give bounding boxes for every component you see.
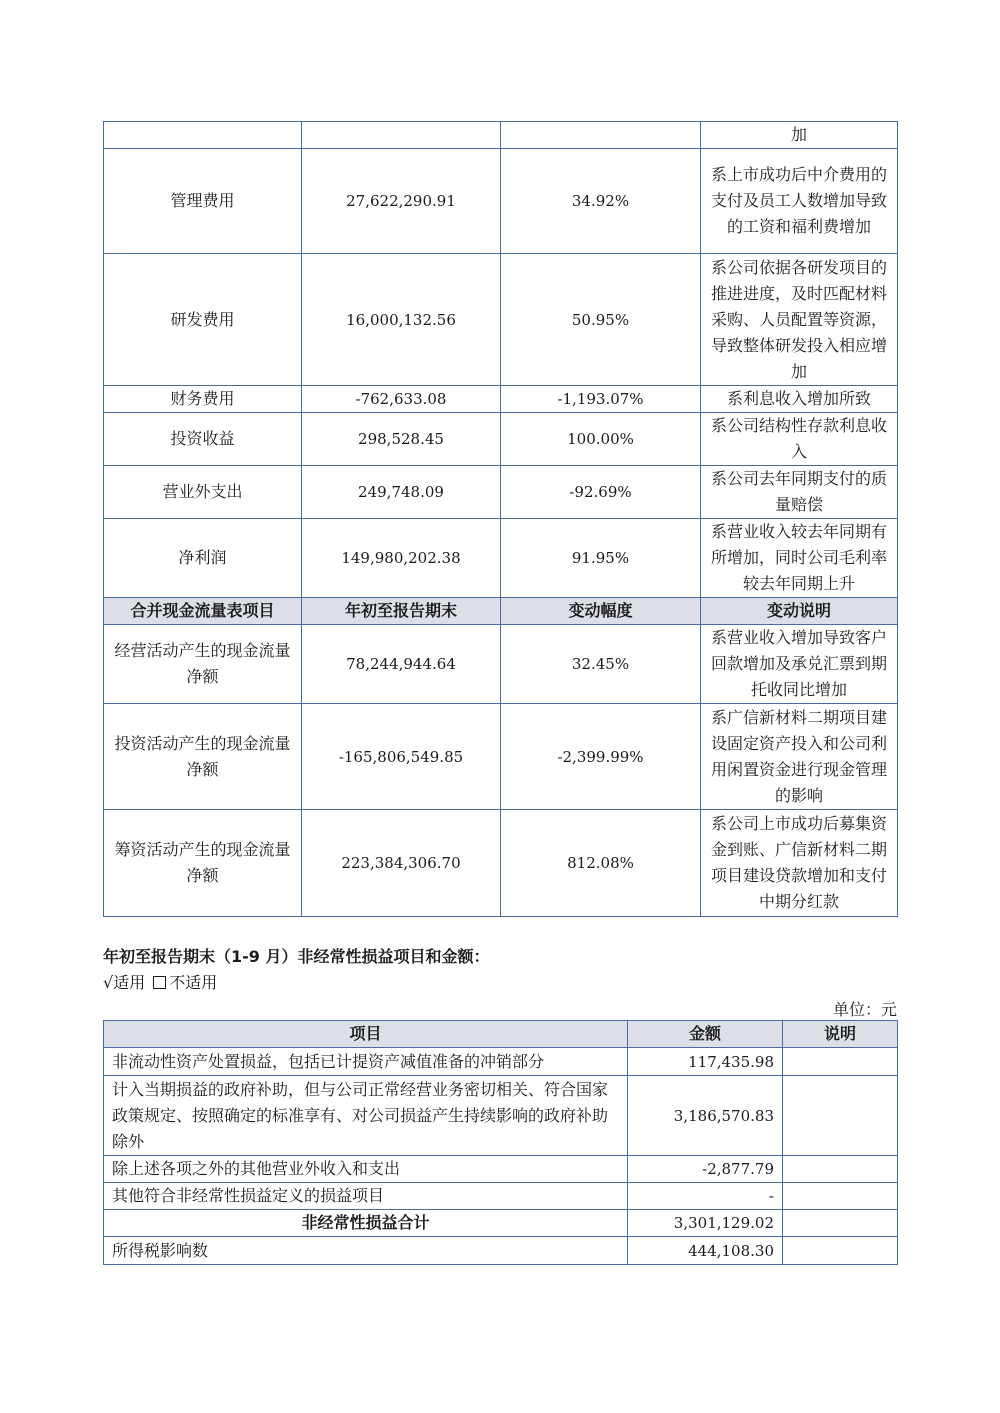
value-cell: 149,980,202.38 [302,519,501,598]
note-cell: 系利息收入增加所致 [701,386,898,413]
item-cell: 非经常性损益合计 [104,1210,628,1237]
note-cell: 加 [701,122,898,149]
table-row [104,1048,898,1076]
note-cell: 系营业收入增加导致客户回款增加及承兑汇票到期托收同比增加 [701,625,898,704]
table-row [104,1237,898,1265]
value-cell: 223,384,306.70 [302,810,501,917]
note-cell [783,1076,898,1156]
header-note: 说明 [783,1021,898,1048]
table-row [104,704,898,810]
note-cell: 系广信新材料二期项目建设固定资产投入和公司利用闲置资金进行现金管理的影响 [701,704,898,810]
item-cell: 筹资活动产生的现金流量净额 [104,810,302,917]
item-cell: 其他符合非经常性损益定义的损益项目 [104,1183,628,1210]
table-row [104,1076,898,1156]
change-cell: -92.69% [501,466,701,519]
item-cell: 净利润 [104,519,302,598]
value-cell: 27,622,290.91 [302,149,501,254]
note-cell [783,1048,898,1076]
table-row [104,810,898,917]
table-row [104,1183,898,1210]
item-cell: 非流动性资产处置损益，包括已计提资产减值准备的冲销部分 [104,1048,628,1076]
note-cell [783,1210,898,1237]
header-item: 合并现金流量表项目 [104,598,302,625]
header-note: 变动说明 [701,598,898,625]
note-cell [783,1156,898,1183]
note-cell: 系上市成功后中介费用的支付及员工人数增加导致的工资和福利费增加 [701,149,898,254]
table-header-row [104,1021,898,1048]
non-recurring-gains-table [103,1020,898,1265]
amount-cell: 3,186,570.83 [628,1076,783,1156]
item-cell: 所得税影响数 [104,1237,628,1265]
item-cell: 财务费用 [104,386,302,413]
table-row [104,466,898,519]
item-cell: 投资活动产生的现金流量净额 [104,704,302,810]
table-row [104,122,898,149]
note-cell: 系公司依据各研发项目的推进进度，及时匹配材料采购、人员配置等资源，导致整体研发投入相应增加 [701,254,898,386]
value-cell: -762,633.08 [302,386,501,413]
header-item: 项目 [104,1021,628,1048]
check-icon: √ [103,973,114,992]
table-row [104,413,898,466]
value-cell: 298,528.45 [302,413,501,466]
note-cell [783,1183,898,1210]
amount-cell: -2,877.79 [628,1156,783,1183]
change-cell: -1,193.07% [501,386,701,413]
value-cell: 249,748.09 [302,466,501,519]
financial-change-table [103,121,898,917]
change-cell: 32.45% [501,625,701,704]
item-cell: 管理费用 [104,149,302,254]
note-cell: 系公司上市成功后募集资金到账、广信新材料二期项目建设贷款增加和支付中期分红款 [701,810,898,917]
checkbox-empty-icon [153,976,166,989]
change-cell: 812.08% [501,810,701,917]
table-row [104,625,898,704]
item-cell: 除上述各项之外的其他营业外收入和支出 [104,1156,628,1183]
unit-label: 单位：元 [832,1000,897,1019]
not-applicable-label: 不适用 [169,973,218,992]
item-cell: 经营活动产生的现金流量净额 [104,625,302,704]
change-cell [501,122,701,149]
change-cell: 50.95% [501,254,701,386]
table-row [104,149,898,254]
item-cell: 计入当期损益的政府补助，但与公司正常经营业务密切相关、符合国家政策规定、按照确定的标准享有、对公司损益产生持续影响的政府补助除外 [104,1076,628,1156]
header-value: 年初至报告期末 [302,598,501,625]
applicable-label: 适用 [113,973,146,992]
value-cell: -165,806,549.85 [302,704,501,810]
change-cell: 91.95% [501,519,701,598]
note-cell: 系公司结构性存款利息收入 [701,413,898,466]
value-cell: 16,000,132.56 [302,254,501,386]
note-cell: 系营业收入较去年同期有所增加，同时公司毛利率较去年同期上升 [701,519,898,598]
section-title: 年初至报告期末（1-9 月）非经常性损益项目和金额： [103,947,490,966]
cash-flow-header-row [104,598,898,625]
note-cell: 系公司去年同期支付的质量赔偿 [701,466,898,519]
change-cell: 34.92% [501,149,701,254]
amount-cell: - [628,1183,783,1210]
value-cell: 78,244,944.64 [302,625,501,704]
change-cell: -2,399.99% [501,704,701,810]
item-cell: 营业外支出 [104,466,302,519]
table-row [104,386,898,413]
value-cell [302,122,501,149]
amount-cell: 3,301,129.02 [628,1210,783,1237]
item-cell [104,122,302,149]
header-amount: 金额 [628,1021,783,1048]
table-row [104,1156,898,1183]
total-row [104,1210,898,1237]
amount-cell: 117,435.98 [628,1048,783,1076]
change-cell: 100.00% [501,413,701,466]
table-row [104,519,898,598]
amount-cell: 444,108.30 [628,1237,783,1265]
header-change: 变动幅度 [501,598,701,625]
applicability-options [103,970,217,993]
table-row [104,254,898,386]
note-cell [783,1237,898,1265]
item-cell: 研发费用 [104,254,302,386]
item-cell: 投资收益 [104,413,302,466]
